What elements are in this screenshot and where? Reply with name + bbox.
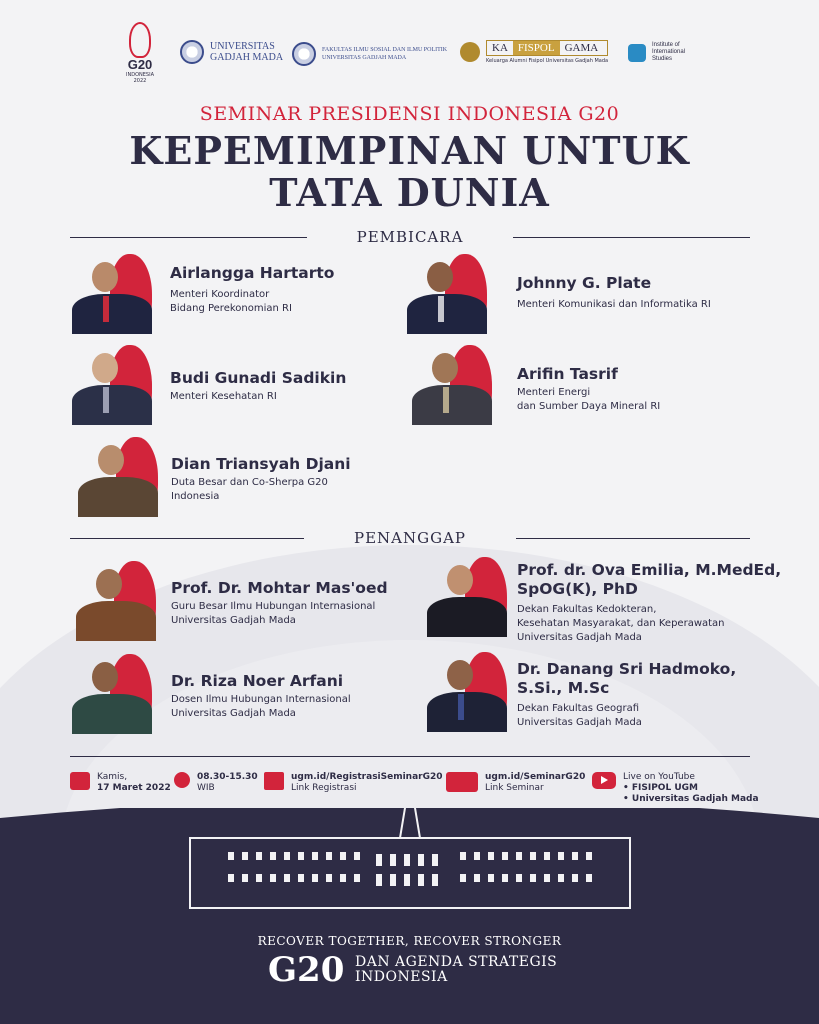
- iis-line3: Studies: [652, 56, 673, 62]
- divider: [513, 237, 750, 238]
- speaker-photo: [70, 254, 156, 334]
- iis-logo: [628, 42, 685, 63]
- youtube-live[interactable]: [592, 772, 759, 805]
- responder-name: Dr. Danang Sri Hadmoko, S.Si., M.Sc: [517, 660, 737, 697]
- seminar-url[interactable]: ugm.id/SeminarG20: [485, 772, 586, 782]
- event-date-text: 17 Maret 2022: [97, 783, 171, 793]
- ugm-logo: [180, 40, 283, 64]
- section-label: PENANGGAP: [354, 529, 467, 547]
- speaker-name: Airlangga Hartarto: [170, 264, 335, 282]
- registration-url[interactable]: ugm.id/RegistrasiSeminarG20: [291, 772, 443, 782]
- agenda-line1: DAN AGENDA STRATEGIS: [355, 954, 558, 970]
- responder-role: Dekan Fakultas Kedokteran, Kesehatan Masyarakat, dan Keperawatan Universitas Gadjah Mada: [517, 604, 725, 643]
- section-penanggap: [70, 529, 750, 547]
- iis-line1: Institute of: [652, 42, 680, 48]
- g20-logo: [120, 22, 160, 84]
- responder-photo: [74, 561, 160, 641]
- iis-emblem-icon: [628, 44, 646, 62]
- footer-g20: G20: [268, 950, 345, 990]
- responder-photo: [425, 557, 511, 637]
- divider: [70, 756, 750, 757]
- title-line2: TATA DUNIA: [269, 170, 550, 215]
- youtube-channel-2[interactable]: • Universitas Gadjah Mada: [623, 794, 759, 804]
- seminar-link[interactable]: [446, 772, 585, 794]
- logo-bar: [0, 20, 819, 90]
- ugm-seal-icon: [180, 40, 204, 64]
- agenda-line2: INDONESIA: [355, 969, 448, 985]
- youtube-icon: [592, 772, 616, 789]
- section-pembicara: [70, 228, 750, 246]
- responder-photo: [70, 654, 156, 734]
- divider: [70, 237, 307, 238]
- kafispol-mid: FISPOL: [513, 41, 560, 55]
- section-label: PEMBICARA: [356, 228, 464, 246]
- responder-name: Prof. dr. Ova Emilia, M.MedEd, SpOG(K), PhD: [517, 561, 782, 598]
- responder-role: Dosen Ilmu Hubungan Internasional Universitas Gadjah Mada: [171, 694, 351, 719]
- ugm-logo-line1: UNIVERSITAS: [210, 41, 275, 52]
- kafispol-right: GAMA: [564, 42, 599, 54]
- slogan: RECOVER TOGETHER, RECOVER STRONGER: [257, 934, 562, 948]
- event-day: Kamis,: [97, 772, 128, 782]
- g20-logo-text: G20: [127, 57, 153, 72]
- seminar-subtitle: SEMINAR PRESIDENSI INDONESIA G20: [199, 103, 620, 125]
- speaker-role: Menteri Kesehatan RI: [170, 391, 277, 402]
- registration-form-icon: [264, 772, 284, 790]
- kafispol-emblem-icon: [460, 42, 480, 62]
- title-line1: KEPEMIMPINAN UNTUK: [129, 128, 690, 173]
- kafispol-left: KA: [492, 42, 508, 54]
- divider: [516, 538, 750, 539]
- fisipol-logo-line2: UNIVERSITAS GADJAH MADA: [322, 55, 407, 61]
- footer-agenda: [355, 955, 557, 985]
- kafispol-logo: [460, 40, 608, 64]
- fisipol-logo-line1: FAKULTAS ILMU SOSIAL DAN ILMU POLITIK: [322, 47, 448, 53]
- registration-label: Link Registrasi: [291, 783, 357, 793]
- iis-line2: International: [652, 49, 686, 55]
- calendar-icon: [70, 772, 90, 790]
- seminar-title: [0, 130, 819, 214]
- event-tz: WIB: [197, 783, 215, 793]
- youtube-label: Live on YouTube: [623, 772, 695, 782]
- event-date: [70, 772, 171, 794]
- building-silhouette: [0, 808, 819, 1024]
- footer-building: [0, 808, 819, 1024]
- fisipol-seal-icon: [292, 42, 316, 66]
- responder-name: Prof. Dr. Mohtar Mas'oed: [171, 579, 388, 597]
- speaker-name: Budi Gunadi Sadikin: [170, 369, 347, 387]
- g20-gunungan-icon: [129, 22, 151, 58]
- speaker-role: Menteri Energi dan Sumber Daya Mineral RI: [517, 387, 661, 412]
- responder-role: Dekan Fakultas Geografi Universitas Gadjah Mada: [517, 703, 642, 728]
- registration-link[interactable]: [264, 772, 443, 794]
- video-camera-icon: [446, 772, 478, 792]
- kafispol-sub: Keluarga Alumni Fisipol Universitas Gadjah Mada: [486, 58, 609, 64]
- speaker-name: Arifin Tasrif: [517, 365, 618, 383]
- g20-logo-subtext: INDONESIA 2022: [126, 72, 154, 84]
- speaker-name: Dian Triansyah Djani: [171, 455, 351, 473]
- clock-icon: [174, 772, 190, 788]
- speaker-role: Menteri Koordinator Bidang Perekonomian RI: [170, 289, 292, 314]
- speaker-photo: [76, 437, 162, 517]
- ugm-logo-line2: GADJAH MADA: [210, 52, 284, 63]
- responder-photo: [425, 652, 511, 732]
- youtube-channel-1[interactable]: • FISIPOL UGM: [623, 783, 698, 793]
- event-time: [174, 772, 258, 794]
- seminar-label: Link Seminar: [485, 783, 544, 793]
- speaker-photo: [410, 345, 496, 425]
- responder-role: Guru Besar Ilmu Hubungan Internasional Universitas Gadjah Mada: [171, 601, 376, 626]
- speaker-role: Duta Besar dan Co-Sherpa G20 Indonesia: [171, 477, 328, 502]
- speaker-photo: [405, 254, 491, 334]
- divider: [70, 538, 304, 539]
- responder-name: Dr. Riza Noer Arfani: [171, 672, 344, 690]
- speaker-name: Johnny G. Plate: [517, 274, 652, 292]
- fisipol-logo: [292, 42, 447, 66]
- speaker-role: Menteri Komunikasi dan Informatika RI: [517, 299, 711, 310]
- event-time-text: 08.30-15.30: [197, 772, 258, 782]
- speaker-photo: [70, 345, 156, 425]
